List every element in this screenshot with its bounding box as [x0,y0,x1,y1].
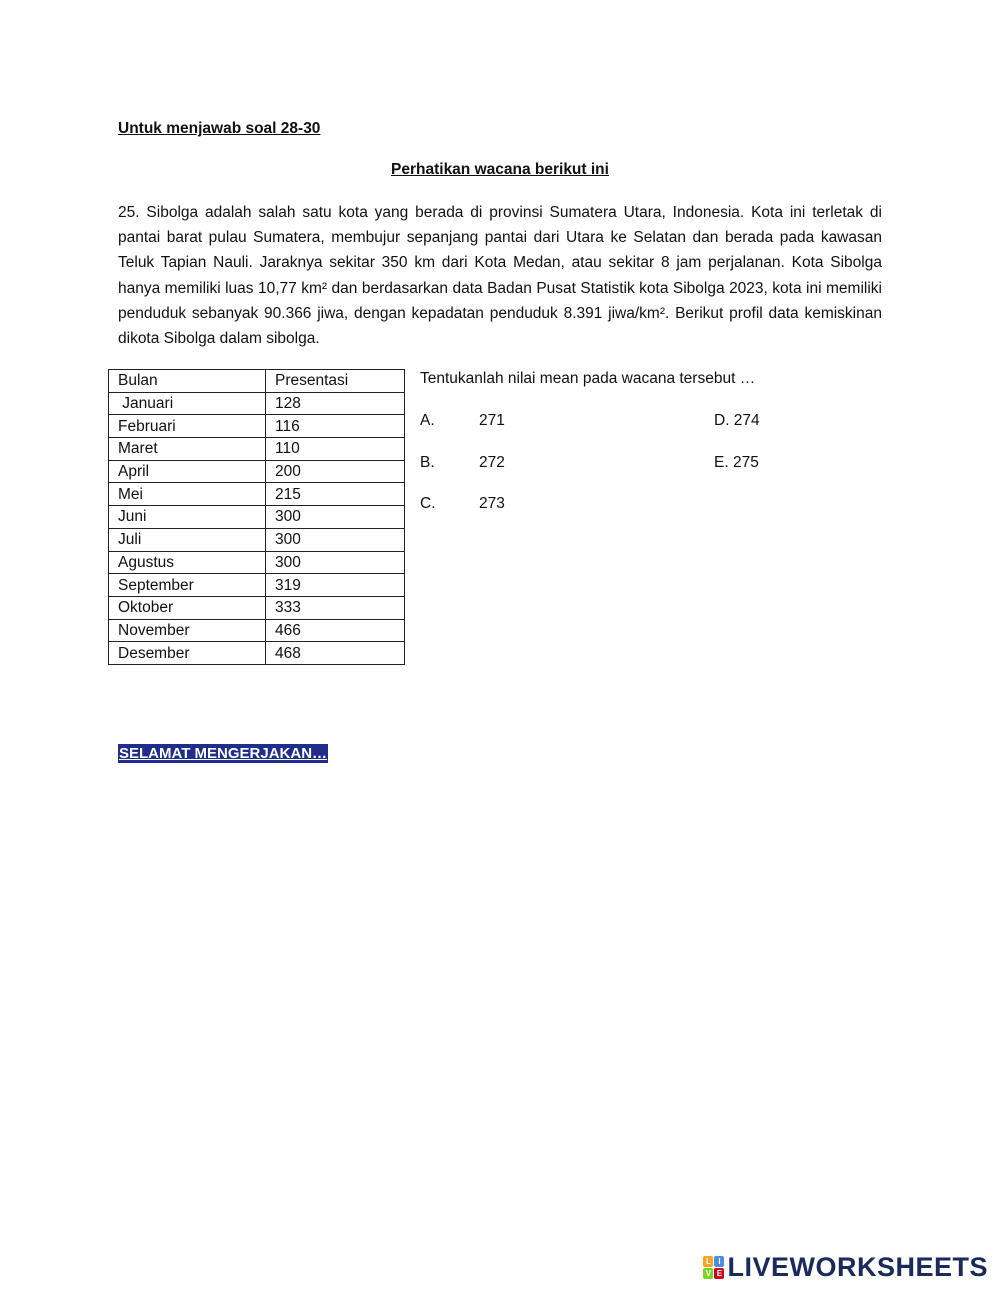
value-cell: 319 [266,574,405,597]
value-cell: 128 [266,392,405,415]
option-a-value: 271 [479,412,505,429]
value-cell: 116 [266,415,405,438]
option-c[interactable] [420,495,505,513]
poverty-data-table [108,369,405,665]
option-e[interactable]: E. 275 [714,454,759,471]
passage-title: Perhatikan wacana berikut ini [391,161,609,178]
section-instruction: Untuk menjawab soal 28-30 [118,120,321,137]
month-cell: Desember [109,642,266,665]
table-row [109,596,405,619]
value-cell: 215 [266,483,405,506]
month-cell: September [109,574,266,597]
liveworksheets-logo-icon [703,1256,724,1279]
value-cell: 200 [266,460,405,483]
table-row [109,528,405,551]
month-cell: Februari [109,415,266,438]
logo-letter: V [703,1268,713,1279]
table-row [109,619,405,642]
brand-name: LIVEWORKSHEETS [727,1252,988,1282]
table-row [109,460,405,483]
table-row [109,392,405,415]
month-cell: November [109,619,266,642]
table-row [109,483,405,506]
option-c-letter: C. [420,495,436,512]
month-cell: Mei [109,483,266,506]
closing-message: SELAMAT MENGERJAKAN… [119,745,328,762]
table-row [109,574,405,597]
table-row [109,415,405,438]
table-row [109,506,405,529]
logo-letter: E [714,1268,724,1279]
logo-letter: L [703,1256,713,1267]
option-a[interactable] [420,412,505,430]
value-cell: 300 [266,528,405,551]
option-c-value: 273 [479,495,505,512]
value-cell: 300 [266,551,405,574]
logo-letter: I [714,1256,724,1267]
column-header-bulan: Bulan [109,370,266,393]
month-cell: Agustus [109,551,266,574]
value-cell: 333 [266,596,405,619]
month-cell: Oktober [109,596,266,619]
column-header-presentasi: Presentasi [266,370,405,393]
value-cell: 110 [266,438,405,461]
option-a-letter: A. [420,412,435,429]
month-cell: Januari [109,392,266,415]
option-b[interactable] [420,454,505,472]
option-b-letter: B. [420,454,435,471]
option-b-value: 272 [479,454,505,471]
month-cell: April [109,460,266,483]
value-cell: 468 [266,642,405,665]
month-cell: Maret [109,438,266,461]
month-cell: Juni [109,506,266,529]
option-d[interactable]: D. 274 [714,412,760,429]
value-cell: 466 [266,619,405,642]
month-cell: Juli [109,528,266,551]
liveworksheets-brand [703,1252,988,1283]
value-cell: 300 [266,506,405,529]
table-row [109,551,405,574]
question-text: Tentukanlah nilai mean pada wacana tersebut … [420,370,756,387]
table-row [109,642,405,665]
table-row [109,438,405,461]
passage-text: 25. Sibolga adalah salah satu kota yang berada di provinsi Sumatera Utara, Indonesia. Kota ini terletak di pantai barat pulau Sumatera, membujur sepanjang pantai dari Utara ke Selatan dan berada pada kawasan Teluk Tapian Nauli. Jaraknya sekitar 350 km dari Kota Medan, atau sekitar 8 jam perjalanan. Kota Sibolga hanya memiliki luas 10,77 km² dan berdasarkan data Badan Pusat Statistik kota Sibolga 2023, kota ini memiliki penduduk sebanyak 90.366 jiwa, dengan kepadatan penduduk 8.391 jiwa/km². Berikut profil data kemiskinan dikota Sibolga dalam sibolga. [118,204,882,348]
table-header-row [109,370,405,393]
